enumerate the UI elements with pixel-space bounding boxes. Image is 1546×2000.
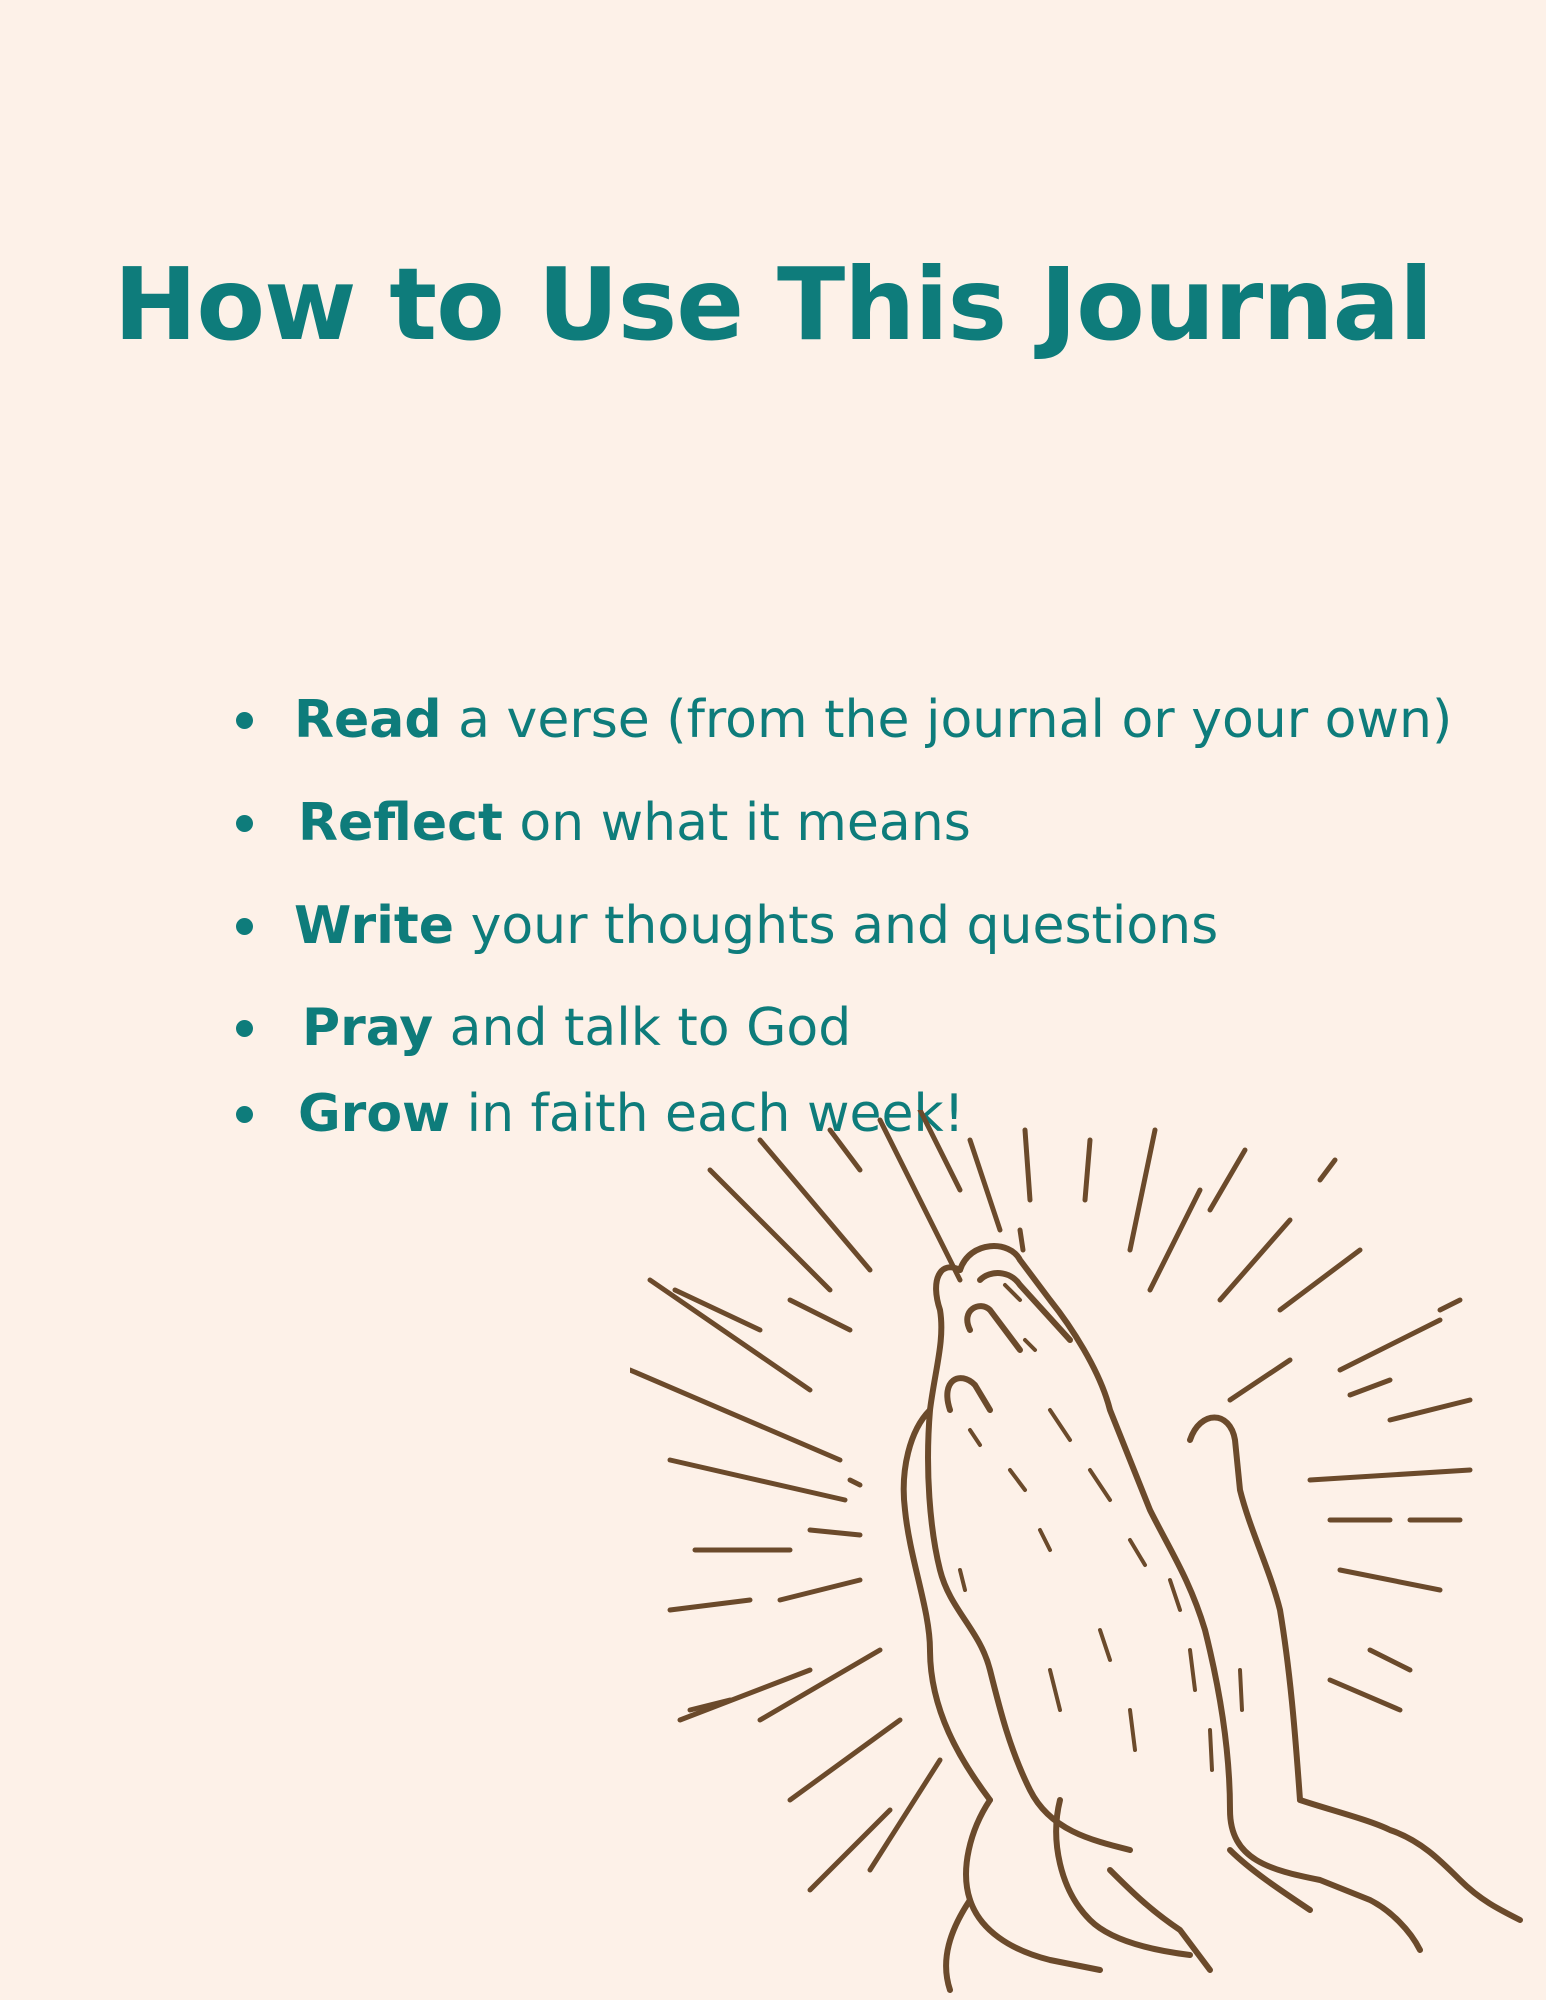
step-description: your thoughts and questions [454,896,1219,956]
bullet-icon [236,712,253,729]
step-keyword: Pray [302,998,434,1058]
step-keyword: Write [294,896,455,956]
step-description: in faith each week! [450,1084,965,1144]
step-description: on what it means [502,793,971,853]
bullet-icon [236,1106,253,1123]
praying-hands-icon [630,1110,1530,2000]
step-keyword: Grow [298,1084,451,1144]
hands-details [960,1285,1242,1770]
light-rays [630,1110,1470,1890]
hands-outline [904,1246,1520,1990]
bullet-icon [236,815,253,832]
step-keyword: Read [294,690,442,750]
step-description: a verse (from the journal or your own) [441,690,1453,750]
step-description: and talk to God [433,998,852,1058]
step-keyword: Reflect [298,793,503,853]
bullet-icon [236,1020,253,1037]
bullet-icon [236,918,253,935]
page-title: How to Use This Journal [113,246,1433,363]
